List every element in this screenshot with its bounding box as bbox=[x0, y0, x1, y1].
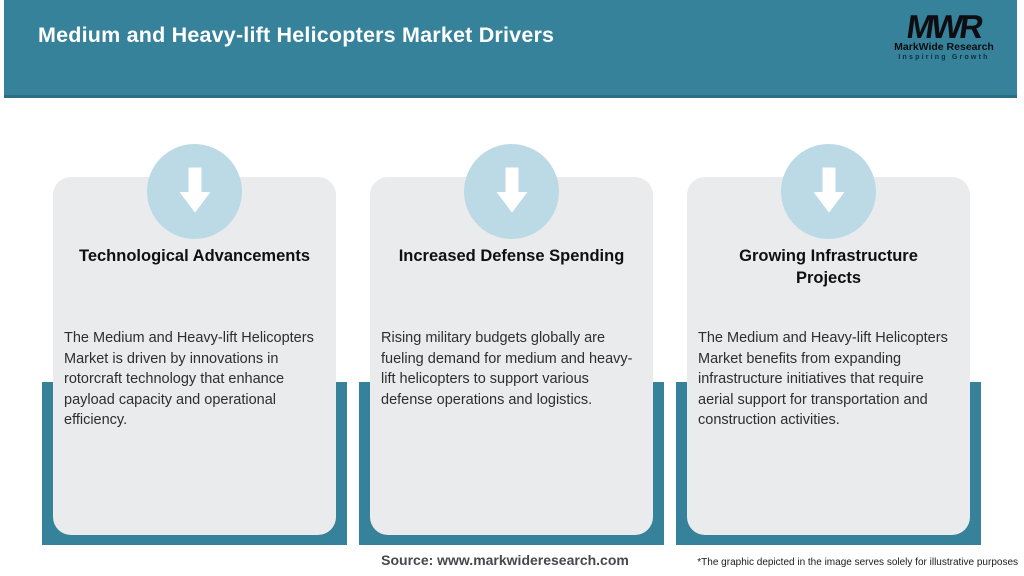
down-arrow-icon bbox=[147, 144, 242, 239]
driver-column-increased-defense-spending bbox=[359, 144, 664, 546]
card-title: Increased Defense Spending bbox=[398, 247, 625, 265]
logo-tagline: Inspiring Growth bbox=[898, 54, 990, 61]
down-arrow-icon bbox=[781, 144, 876, 239]
driver-column-growing-infrastructure-projects bbox=[676, 144, 981, 546]
card-body-text: Rising military budgets globally are fueling demand for medium and heavy-lift helicopters to support various defense operations and logistics. bbox=[381, 330, 633, 408]
card-title: Technological Advancements bbox=[78, 247, 311, 265]
markwide-research-logo bbox=[889, 10, 999, 61]
card-title: Growing Infrastructure Projects bbox=[739, 247, 918, 288]
card-body-text: The Medium and Heavy-lift Helicopters Market is driven by innovations in rotorcraft technology that enhance payload capacity and operational efficiency. bbox=[64, 330, 314, 429]
down-arrow-icon bbox=[464, 144, 559, 239]
card-body-text: The Medium and Heavy-lift Helicopters Market benefits from expanding infrastructure initiatives that require aerial support for transportation and construction activities. bbox=[698, 330, 948, 429]
driver-column-technological-advancements bbox=[42, 144, 347, 546]
logo-company-name: MarkWide Research bbox=[894, 41, 994, 53]
disclaimer-note: *The graphic depicted in the image serves solely for illustrative purposes bbox=[697, 557, 1018, 568]
source-attribution: Source: www.markwideresearch.com bbox=[381, 552, 629, 568]
page-title: Medium and Heavy-lift Helicopters Market Drivers bbox=[38, 23, 555, 47]
header-band bbox=[4, 0, 1017, 98]
logo-monogram-icon: MWR bbox=[904, 8, 984, 45]
